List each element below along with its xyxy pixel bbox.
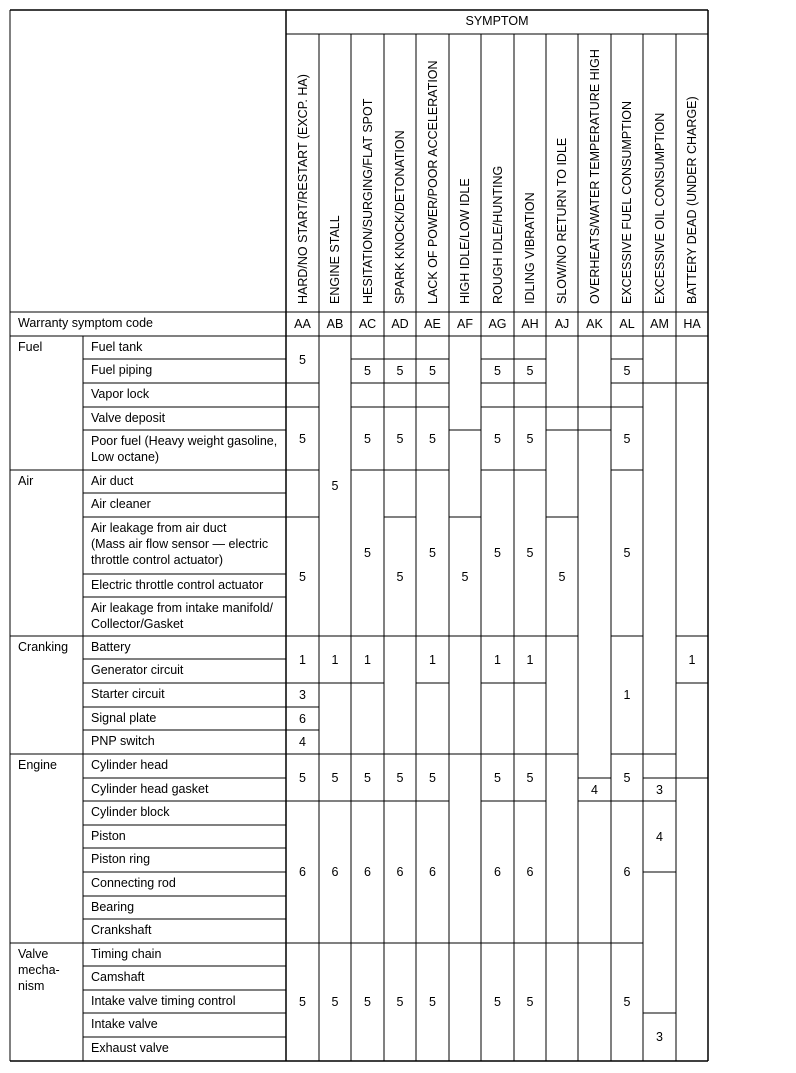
cell-value: 6 [429,865,436,879]
cell-value: 6 [526,865,534,879]
symptom-name: HIGH IDLE/LOW IDLE [458,178,472,304]
item-label: Poor fuel (Heavy weight gasoline, Low octane) [91,434,278,464]
cell-value: 3 [656,782,663,797]
symptom-name: ROUGH IDLE/HUNTING [490,165,505,304]
cell-value: 5 [396,770,404,785]
item-label: Piston ring [91,852,151,866]
symptom-code: AB [326,317,344,331]
cell-value: 5 [623,431,631,446]
cell-value: 5 [623,546,631,560]
symptom-name: LACK OF POWER/POOR ACCELERATION [425,60,440,304]
item-label: Fuel tank [91,340,143,354]
symptom-code: AC [358,317,377,331]
cell-value: 6 [623,865,631,879]
symptom-name: BATTERY DEAD (UNDER CHARGE) [685,96,699,304]
item-label: Timing chain [91,947,162,961]
cell-value: 5 [526,431,534,446]
category-label: Valve mecha- nism [18,947,60,993]
symptom-name: HARD/NO START/RESTART (EXCP. HA) [295,74,310,304]
cell-value: 1 [331,652,339,667]
cell-value: 1 [623,688,631,702]
symptom-code: AJ [554,317,570,331]
cell-value: 5 [526,546,534,560]
item-label: Cylinder head gasket [91,782,209,796]
cell-value: 5 [331,770,339,785]
cell-value: 6 [299,865,306,879]
cell-value: 3 [656,1030,663,1044]
item-label: Intake valve [91,1017,158,1031]
symptom-name: IDLING VIBRATION [523,192,537,304]
cell-value: 5 [429,995,436,1009]
cell-value: 5 [526,770,534,785]
cell-value: 5 [299,352,306,367]
symptom-code: AM [650,317,669,331]
symptom-code: HA [683,317,701,331]
item-label: Valve deposit [91,411,166,425]
symptom-code: AA [294,317,311,331]
cell-value: 5 [364,546,371,560]
cell-value: 5 [299,770,306,785]
symptom-code: AF [457,317,473,331]
cell-value: 6 [331,865,339,879]
item-label: Cylinder head [91,758,169,772]
item-label: Piston [91,829,126,843]
cell-value: 4 [591,782,598,797]
cell-value: 5 [364,770,371,785]
warranty-symptom-code-label: Warranty symptom code [18,316,153,330]
symptom-name: EXCESSIVE OIL CONSUMPTION [652,112,667,304]
item-label: Bearing [91,900,135,914]
item-label: Air leakage from intake manifold/ Collector/Gasket [91,601,274,631]
cell-value: 6 [494,865,501,879]
cell-value: 1 [299,652,306,667]
cell-value: 5 [494,546,501,560]
symptom-name: HESITATION/SURGING/FLAT SPOT [360,98,375,304]
category-label: Air [18,474,34,488]
symptom-name: ENGINE STALL [328,215,342,304]
cell-value: 5 [396,995,404,1009]
symptom-code: AG [488,317,507,331]
symptom-header: SYMPTOM [465,14,529,28]
cell-value: 1 [526,652,534,667]
cell-value: 5 [429,431,436,446]
cell-value: 5 [623,995,631,1009]
item-label: Generator circuit [91,663,184,677]
item-label: Starter circuit [91,687,165,701]
item-label: Crankshaft [91,923,152,937]
cell-value: 5 [429,770,436,785]
cell-value: 5 [461,569,469,584]
cell-value: 5 [494,995,501,1009]
symptom-name: SPARK KNOCK/DETONATION [393,130,407,304]
cell-value: 5 [396,569,404,584]
symptom-code: AE [424,317,441,331]
symptom-code: AL [619,317,635,331]
item-label: Air leakage from air duct (Mass air flow sensor — electric throttle control actuator) [91,521,269,567]
cell-value: 1 [364,652,371,667]
item-label: Battery [91,640,131,654]
cell-value: 5 [364,995,371,1009]
cell-value: 5 [623,364,631,378]
cell-value: 5 [526,995,534,1009]
symptom-name: EXCESSIVE FUEL CONSUMPTION [620,100,634,304]
cell-value: 5 [299,995,306,1009]
cell-value: 5 [429,546,436,560]
cell-value: 3 [299,688,306,702]
cell-value: 1 [429,652,436,667]
cell-value: 1 [494,652,501,667]
cell-value: 6 [299,711,306,726]
symptom-code: AH [521,317,539,331]
item-label: Vapor lock [91,387,150,401]
cell-value: 1 [688,652,696,667]
cell-value: 5 [331,995,339,1009]
cell-value: 6 [364,865,371,879]
cell-value: 5 [494,364,501,378]
category-label: Fuel [18,340,43,354]
category-label: Engine [18,758,57,772]
item-label: Electric throttle control actuator [91,578,264,592]
item-label: Connecting rod [91,876,176,890]
cell-value: 5 [429,364,436,378]
symptom-name: SLOW/NO RETURN TO IDLE [555,137,569,304]
item-label: Signal plate [91,711,157,725]
cell-value: 5 [299,569,306,584]
cell-value: 6 [396,865,404,879]
category-label: Cranking [18,640,69,654]
cell-value: 5 [396,364,404,378]
item-label: PNP switch [91,734,155,748]
cell-value: 4 [299,735,306,749]
item-label: Air cleaner [91,497,151,511]
item-label: Intake valve timing control [91,994,236,1008]
cell-value: 5 [623,770,631,785]
cell-value: 5 [396,431,404,446]
cell-value: 5 [558,569,566,584]
cell-value: 5 [364,431,371,446]
item-label: Exhaust valve [91,1041,169,1055]
cell-value: 5 [526,364,534,378]
cell-value: 5 [494,431,501,446]
cell-value: 5 [364,364,371,378]
cell-value: 5 [494,770,501,785]
cell-value: 5 [299,431,306,446]
symptom-code: AD [391,317,409,331]
item-label: Fuel piping [91,363,153,377]
item-label: Air duct [91,474,134,488]
item-label: Cylinder block [91,805,170,819]
cell-value: 5 [331,479,339,493]
item-label: Camshaft [91,970,145,984]
symptom-name: OVERHEATS/WATER TEMPERATURE HIGH [587,49,602,304]
cell-value: 4 [656,829,663,844]
symptom-code: AK [586,317,603,331]
